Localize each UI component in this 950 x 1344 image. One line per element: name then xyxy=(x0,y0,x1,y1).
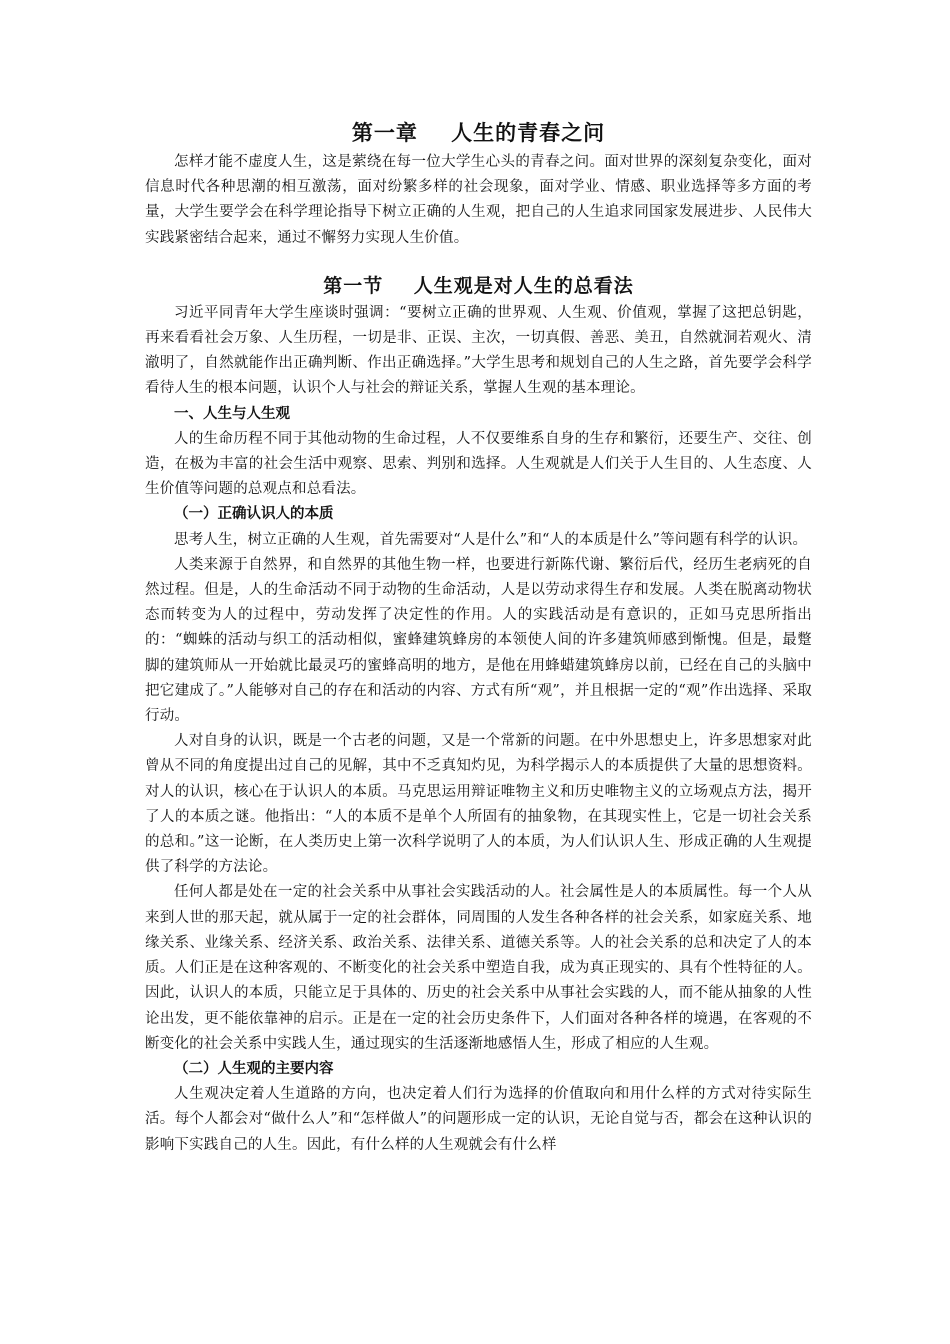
body-paragraph: 任何人都是处在一定的社会关系中从事社会实践活动的人。社会属性是人的本质属性。每一个人从来到人世的那天起，就从属于一定的社会群体，同周围的人发生各种各样的社会关系，如家庭关系、地缘关系、业缘关系、经济关系、政治关系、法律关系、道德关系等。人的社会关系的总和决定了人的本质。人们正是在这种客观的、不断变化的社会关系中塑造自我，成为真正现实的、具有个性特征的人。因此，认识人的本质，只能立足于具体的、历史的社会关系中从事社会实践的人，而不能从抽象的人性论出发，更不能依靠神的启示。正是在一定的社会历史条件下，人们面对各种各样的境遇，在客观的不断变化的社会关系中实践人生，通过现实的生活逐渐地感悟人生，形成了相应的人生观。 xyxy=(145,884,812,1052)
chapter-title: 第一章 人生的青春之问 xyxy=(351,121,606,145)
body-paragraph: 人生观决定着人生道路的方向，也决定着人们行为选择的价值取向和用什么样的方式对待实际生活。每个人都会对“做什么人”和“怎样做人”的问题形成一定的认识，无论自觉与否，都会在这种认识的影响下实践自己的人生。因此，有什么样的人生观就会有什么样 xyxy=(145,1086,812,1153)
document-page xyxy=(145,118,812,1158)
body-paragraph: 人类来源于自然界，和自然界的其他生物一样，也要进行新陈代谢、繁衍后代，经历生老病死的自然过程。但是，人的生命活动不同于动物的生命活动，人是以劳动求得生存和发展。人类在脱离动物状态而转变为人的过程中，劳动发挥了决定性的作用。人的实践活动是有意识的，正如马克思所指出的：“蜘蛛的活动与织工的活动相似，蜜蜂建筑蜂房的本领使人间的许多建筑师感到惭愧。但是，最蹩脚的建筑师从一开始就比最灵巧的蜜蜂高明的地方，是他在用蜂蜡建筑蜂房以前，已经在自己的头脑中把它建成了。”人能够对自己的存在和活动的内容、方式有所“观”，并且根据一定的“观”作出选择、采取行动。 xyxy=(145,556,812,725)
body-paragraph: 人对自身的认识，既是一个古老的问题，又是一个常新的问题。在中外思想史上，许多思想家对此曾从不同的角度提出过自己的见解，其中不乏真知灼见，为科学揭示人的本质提供了大量的思想资料。对人的认识，核心在于认识人的本质。马克思运用辩证唯物主义和历史唯物主义的立场观点方法，揭开了人的本质之谜。他指出：“人的本质不是单个人所固有的抽象物，在其现实性上，它是一切社会关系的总和。”这一论断，在人类历史上第一次科学说明了人的本质，为人们认识人生、形成正确的人生观提供了科学的方法论。 xyxy=(145,733,812,876)
heading-outlook-content: （二）人生观的主要内容 xyxy=(174,1060,334,1077)
chapter-intro-paragraph: 怎样才能不虚度人生，这是萦绕在每一位大学生心头的青春之问。面对世界的深刻复杂变化，面对信息时代各种思潮的相互激荡，面对纷繁多样的社会现象，面对学业、情感、职业选择等多方面的考量，大学生要学会在科学理论指导下树立正确的人生观，把自己的人生追求同国家发展进步、人民伟大实践紧密结合起来，通过不懈努力实现人生价值。 xyxy=(145,154,812,246)
section-intro-paragraph: 习近平同青年大学生座谈时强调：“要树立正确的世界观、人生观、价值观，掌握了这把总钥匙，再来看看社会万象、人生历程，一切是非、正误、主次，一切真假、善恶、美丑，自然就洞若观火、清澈明了，自然就能作出正确判断、作出正确选择。”大学生思考和规划自己的人生之路，首先要学会科学看待人生的根本问题，认识个人与社会的辩证关系，掌握人生观的基本理论。 xyxy=(145,304,812,397)
body-paragraph: 思考人生，树立正确的人生观，首先需要对“人是什么”和“人的本质是什么”等问题有科学的认识。 xyxy=(174,531,808,548)
heading-human-essence: （一）正确认识人的本质 xyxy=(174,506,334,523)
section-title: 第一节 人生观是对人生的总看法 xyxy=(323,274,634,297)
body-paragraph: 人的生命历程不同于其他动物的生命过程，人不仅要维系自身的生存和繁衍，还要生产、交往、创造，在极为丰富的社会生活中观察、思索、判别和选择。人生观就是人们关于人生目的、人生态度、人生价值等问题的总观点和总看法。 xyxy=(145,430,812,498)
heading-life-and-outlook: 一、人生与人生观 xyxy=(174,405,290,422)
